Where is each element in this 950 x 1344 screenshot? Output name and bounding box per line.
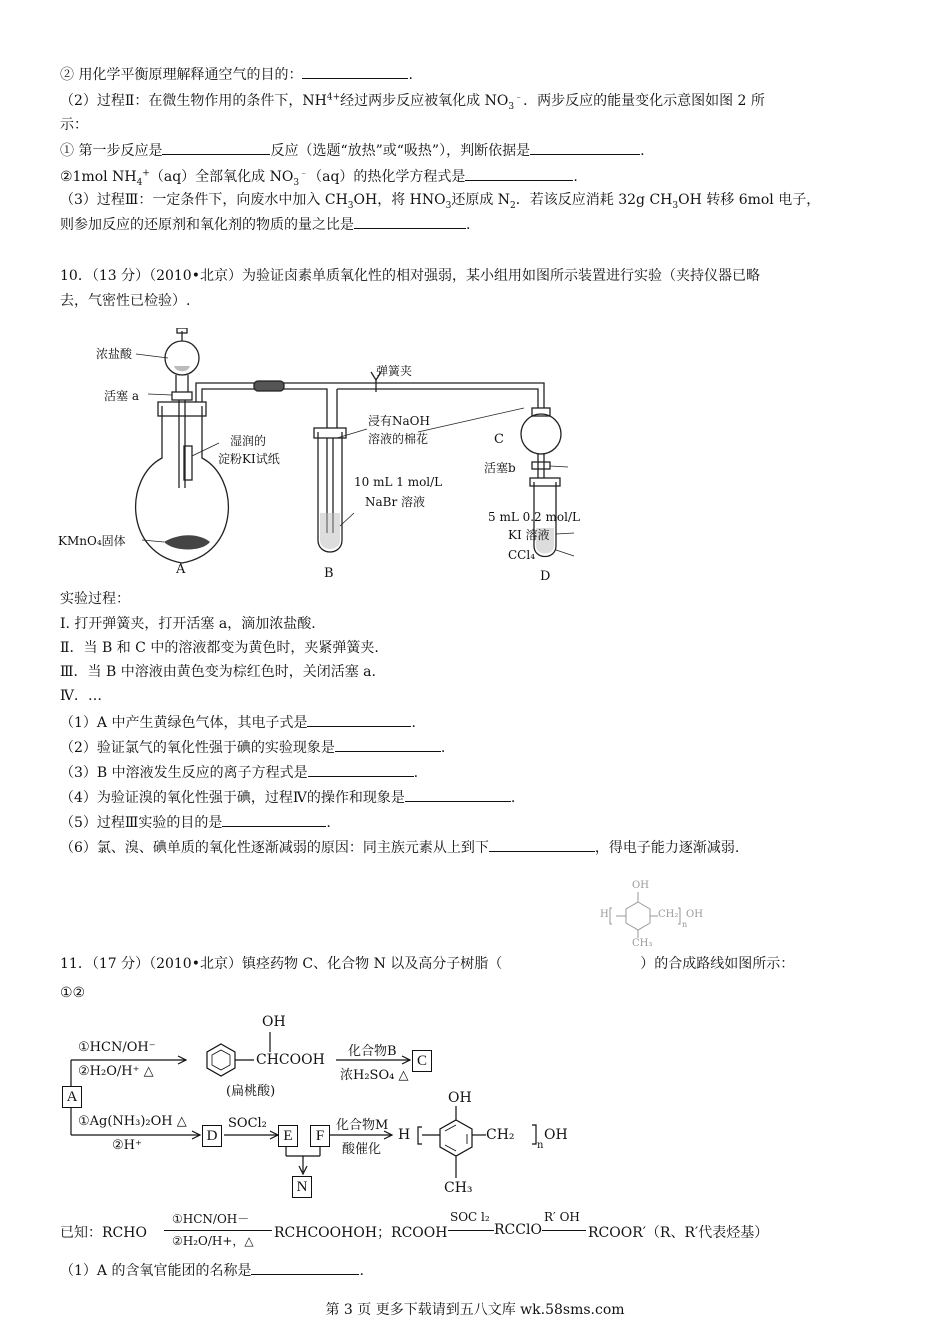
- poly-ch2: CH₂: [658, 909, 679, 920]
- label-ki-paper-2: 淀粉KI试纸: [218, 452, 280, 466]
- label-ki-2: KI 溶液: [508, 528, 550, 542]
- mandelic-name: (扁桃酸): [226, 1084, 276, 1099]
- q10-sub-2: （2）验证氯气的氧化性强于碘的实验现象是 .: [60, 737, 445, 758]
- poly-ch3: CH₃: [632, 938, 653, 949]
- poly-n: n: [682, 920, 688, 929]
- product-ch3: CH₃: [444, 1180, 473, 1196]
- label-conc-hcl: 浓盐酸: [96, 347, 133, 361]
- answer-blank[interactable]: [354, 214, 466, 229]
- q9-line-1: ② 用化学平衡原理解释通空气的目的： .: [60, 64, 413, 85]
- compound-box-d: D: [202, 1125, 222, 1147]
- product-oh: OH: [448, 1090, 472, 1106]
- known-arrow3-top: R′ OH: [544, 1210, 580, 1224]
- compound-box-c: C: [412, 1050, 432, 1072]
- answer-blank[interactable]: [251, 1260, 359, 1275]
- q10-step-4: Ⅳ．…: [60, 688, 102, 704]
- reagent-h-plus: ②H⁺: [112, 1138, 142, 1153]
- reagent-compound-b: 化合物B: [348, 1044, 397, 1059]
- product-end-oh: OH: [544, 1127, 568, 1143]
- compound-box-f: F: [310, 1125, 330, 1147]
- product-h: H: [398, 1127, 411, 1143]
- q9-line-5: ②1mol $NH_4^+(aq)$全部氧化成 $NO_3^﹣(aq)$的热化学方程式是 .: [60, 166, 578, 187]
- label-kmno4: KMnO₄固体: [58, 534, 126, 548]
- known-arrow1-top: ①HCN/OH－: [172, 1212, 250, 1226]
- label-d: D: [540, 569, 551, 584]
- answer-blank[interactable]: [308, 762, 414, 777]
- label-ccl4: CCl₄: [508, 548, 536, 562]
- mandelic-group: CHCOOH: [256, 1052, 325, 1068]
- answer-blank[interactable]: [307, 712, 411, 727]
- known-arrow1-bot: ②H₂O/H+，△: [172, 1234, 254, 1248]
- product-n: n: [537, 1140, 544, 1151]
- answer-blank[interactable]: [222, 812, 326, 827]
- q9-line-2: （2）过程Ⅱ：在微生物作用的条件下，$NH^{4+}$经过两步反应被氧化成 $NO_3^﹣$．两步反应的能量变化示意图如图 2 所: [60, 92, 765, 112]
- reagent-tollens: ①Ag(NH₃)₂OH △: [78, 1114, 187, 1129]
- label-valve-b: 活塞b: [484, 461, 516, 475]
- reagent-hcn: ①HCN/OH⁻: [78, 1040, 156, 1055]
- reagent-acid-catalyst: 酸催化: [342, 1142, 382, 1157]
- stopcock-b: [532, 462, 550, 469]
- product-ch2: CH₂: [486, 1127, 515, 1143]
- reagent-socl2: SOCl₂: [228, 1116, 267, 1131]
- known-rcho: 已知：RCHO: [60, 1225, 147, 1241]
- label-spring-clip: 弹簧夹: [376, 364, 413, 378]
- synthesis-scheme: [58, 1010, 598, 1206]
- stopcock-a: [172, 392, 192, 400]
- known-arrow-2: [448, 1230, 494, 1231]
- mandelic-oh: OH: [262, 1014, 286, 1030]
- q10-sub-3: （3）B 中溶液发生反应的离子方程式是 .: [60, 762, 418, 783]
- q10-step-3: Ⅲ．当 B 中溶液由黄色变为棕红色时，关闭活塞 a.: [60, 664, 376, 680]
- polymer-structure-small: [598, 880, 708, 954]
- q10-heading-1: 10．（13 分）（2010•北京）为验证卤素单质氧化性的相对强弱，某小组用如图所示装置进行实验（夹持仪器已略: [60, 268, 760, 284]
- apparatus-figure: [58, 328, 594, 590]
- q9-text: ② 用化学平衡原理解释通空气的目的：: [60, 67, 303, 83]
- label-valve-a: 活塞 a: [104, 389, 139, 403]
- q10-step-1: Ⅰ. 打开弹簧夹，打开活塞 a，滴加浓盐酸.: [60, 616, 316, 632]
- q10-sub-5: （5）过程Ⅲ实验的目的是 .: [60, 812, 331, 833]
- label-b: B: [324, 566, 334, 581]
- known-arrow-3: [542, 1230, 586, 1231]
- reagent-h2so4: 浓H₂SO₄ △: [340, 1068, 409, 1083]
- q11-heading: 11．（17 分）（2010•北京）镇痉药物 C、化合物 N 以及高分子树脂（ ）的合成路线如图所示：: [60, 956, 795, 972]
- known-rchcoohoh: RCHCOOHOH；RCOOH: [274, 1225, 448, 1241]
- q10-sub-4: （4）为验证溴的氧化性强于碘，过程Ⅳ的操作和现象是 .: [60, 787, 515, 808]
- poly-oh: OH: [632, 880, 649, 891]
- poly-end-oh: OH: [686, 909, 703, 920]
- known-rccio: RCClO: [494, 1222, 542, 1238]
- label-ki-paper: 湿润的: [230, 434, 267, 448]
- answer-blank[interactable]: [465, 166, 573, 181]
- page-footer: 第 3 页 更多下载请到五八文库 wk.58sms.com: [325, 1302, 625, 1318]
- answer-blank[interactable]: [335, 737, 441, 752]
- answer-blank[interactable]: [405, 787, 511, 802]
- label-nabr-1: 10 mL 1 mol/L: [354, 475, 443, 489]
- q11-sub-1: （1）A 的含氧官能团的名称是 .: [60, 1260, 364, 1281]
- known-arrow2-top: SOC l₂: [450, 1210, 490, 1224]
- label-naoh-cotton: 浸有NaOH: [368, 414, 430, 428]
- reagent-h2o: ②H₂O/H⁺ △: [78, 1064, 154, 1079]
- label-naoh-cotton-2: 溶液的棉花: [368, 432, 429, 446]
- answer-blank[interactable]: [302, 64, 408, 79]
- answer-blank[interactable]: [162, 140, 270, 155]
- known-reactions: [60, 1212, 900, 1252]
- known-arrow-1: [164, 1230, 272, 1231]
- q9-line-6: （3）过程Ⅲ：一定条件下，向废水中加入 $CH_3OH$，将 $HNO_3$还原成 $N_2$．若该反应消耗 32g $CH_3OH$ 转移 6mol 电子，: [60, 192, 821, 211]
- funnel-c: [521, 414, 561, 454]
- q10-process-title: 实验过程：: [60, 591, 130, 607]
- poly-h: H: [600, 909, 609, 920]
- compound-box-a: A: [62, 1086, 82, 1108]
- q9-line-4: ① 第一步反应是 反应（选题“放热”或“吸热”），判断依据是 .: [60, 140, 645, 161]
- compound-box-n: N: [292, 1176, 312, 1198]
- answer-blank[interactable]: [489, 837, 595, 852]
- reagent-compound-m: 化合物M: [336, 1118, 389, 1133]
- q9-line-3: 示：: [60, 117, 88, 133]
- label-ki-1: 5 mL 0.2 mol/L: [488, 510, 580, 524]
- label-a: A: [176, 562, 186, 577]
- q10-heading-2: 去，气密性已检验）.: [60, 293, 191, 309]
- label-nabr-2: NaBr 溶液: [365, 495, 426, 509]
- label-c: C: [494, 432, 504, 447]
- q11-circles: ①②: [60, 985, 86, 1001]
- answer-blank[interactable]: [530, 140, 640, 155]
- compound-box-e: E: [278, 1125, 298, 1147]
- q10-sub-1: （1）A 中产生黄绿色气体，其电子式是 .: [60, 712, 416, 733]
- q10-sub-6: （6）氯、溴、碘单质的氧化性逐渐减弱的原因：同主族元素从上到下 ，得电子能力逐渐减弱.: [60, 837, 739, 858]
- known-rcoor: RCOOR′（R、R′代表烃基）: [588, 1225, 769, 1241]
- q10-step-2: Ⅱ．当 B 和 C 中的溶液都变为黄色时，夹紧弹簧夹.: [60, 640, 379, 656]
- q9-line-7: 则参加反应的还原剂和氧化剂的物质的量之比是 .: [60, 214, 470, 235]
